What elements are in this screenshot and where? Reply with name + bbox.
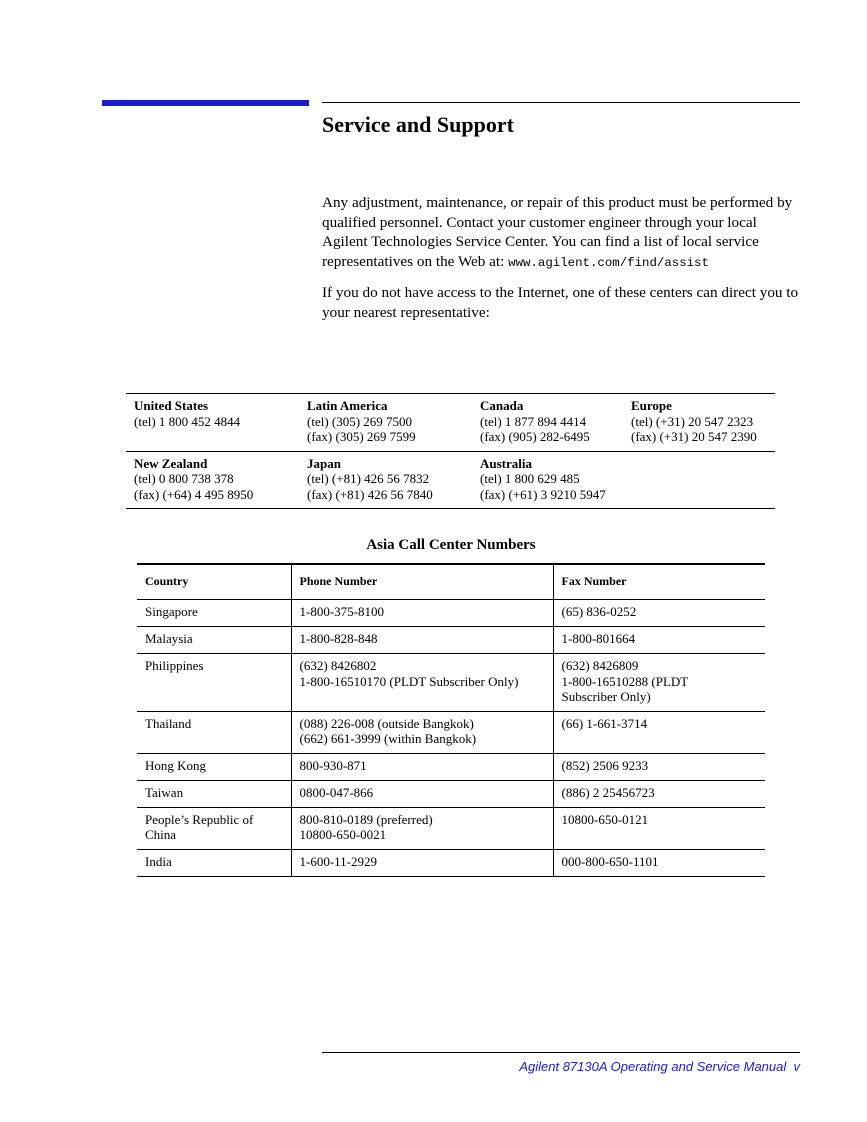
fax-cell: [553, 849, 765, 877]
accent-bar: [102, 100, 309, 106]
cell-line: (088) 226-008 (outside Bangkok): [299, 715, 474, 731]
region-name: Australia: [480, 455, 532, 471]
cell-line: Subscriber Only): [561, 689, 651, 704]
region-name: New Zealand: [134, 455, 208, 471]
cell-line: 1-600-11-2929: [299, 853, 378, 869]
region-contact-line: (fax) (+64) 4 495 8950: [134, 486, 254, 502]
region-contact-line: (fax) (+31) 20 547 2390: [631, 429, 757, 444]
cell-line: (66) 1-661-3714: [561, 715, 648, 731]
table-row: [137, 807, 765, 849]
cell-line: 800-930-871: [299, 757, 367, 773]
page-title: Service and Support: [322, 112, 514, 137]
cell-line: 0800-047-866: [299, 784, 374, 800]
cell-line: Taiwan: [145, 784, 184, 800]
phone-cell: [291, 654, 553, 712]
region-contact-line: (fax) (905) 282-6495: [480, 429, 590, 444]
column-header-country: Country: [137, 564, 291, 600]
phone-cell: [291, 807, 553, 849]
cell-line: (886) 2 25456723: [561, 784, 655, 800]
footer-rule: [322, 1052, 800, 1053]
country-cell: [137, 627, 291, 654]
footer-manual-title: Agilent 87130A Operating and Service Manual: [519, 1059, 787, 1074]
table-row: [137, 780, 765, 807]
region-contact-line: (tel) 1 800 452 4844: [134, 413, 241, 429]
cell-line: 1-800-375-8100: [299, 604, 384, 619]
country-cell: [137, 780, 291, 807]
region-cell: [623, 451, 775, 509]
phone-cell: [291, 711, 553, 753]
region-contact-line: (tel) (305) 269 7500: [307, 413, 413, 429]
phone-cell: [291, 627, 553, 654]
column-header-fax: Fax Number: [553, 564, 765, 600]
region-cell: [472, 394, 623, 452]
table-row: [137, 654, 765, 712]
cell-line: 10800-650-0021: [299, 827, 387, 842]
cell-line: (632) 8426809: [561, 658, 639, 673]
phone-cell: [291, 600, 553, 627]
cell-line: Thailand: [145, 715, 192, 731]
phone-cell: [291, 753, 553, 780]
region-name: United States: [134, 398, 209, 413]
phone-cell: [291, 780, 553, 807]
asia-table-title: Asia Call Center Numbers: [366, 537, 536, 553]
region-contact-line: (fax) (+81) 426 56 7840: [307, 486, 433, 502]
intro-paragraph: [322, 193, 800, 273]
table-row: [137, 627, 765, 654]
internet-paragraph: If you do not have access to the Internet, one of these centers can direct you to your nearest representative:: [322, 284, 799, 321]
table-row: [137, 600, 765, 627]
region-contact-line: (tel) 0 800 738 378: [134, 471, 234, 486]
country-cell: [137, 849, 291, 877]
region-contact-line: (fax) (+61) 3 9210 5947: [480, 486, 606, 502]
region-contact-line: (tel) (+81) 426 56 7832: [307, 471, 430, 486]
cell-line: (662) 661-3999 (within Bangkok): [299, 731, 477, 746]
country-cell: [137, 753, 291, 780]
column-header-phone: Phone Number: [291, 564, 553, 600]
country-cell: [137, 600, 291, 627]
cell-line: (65) 836-0252: [561, 604, 637, 619]
cell-line: (632) 8426802: [299, 658, 377, 673]
cell-line: India: [145, 853, 172, 869]
cell-line: Philippines: [145, 658, 204, 673]
country-cell: [137, 807, 291, 849]
region-contact-line: (tel) 1 877 894 4414: [480, 413, 587, 429]
fax-cell: [553, 711, 765, 753]
cell-line: China: [145, 827, 177, 842]
region-name: Canada: [480, 398, 524, 413]
cell-line: 1-800-16510170 (PLDT Subscriber Only): [299, 673, 519, 689]
region-cell: [623, 394, 775, 452]
cell-line: 1-800-16510288 (PLDT: [561, 673, 689, 689]
intro-text: Any adjustment, maintenance, or repair of this product must be performed by qualified personnel. Contact your customer engineer through your local Agilent Technologies Service Center. You can find a list of local service representatives on the Web at:: [322, 194, 793, 270]
cell-line: Malaysia: [145, 631, 193, 646]
fax-cell: [553, 753, 765, 780]
country-cell: [137, 654, 291, 712]
header-rule: [322, 102, 800, 103]
fax-cell: [553, 654, 765, 712]
cell-line: 1-800-801664: [561, 631, 636, 646]
table-row: [137, 849, 765, 877]
region-row: [126, 451, 775, 509]
region-cell: [299, 451, 472, 509]
region-cell: [472, 451, 623, 509]
fax-cell: [553, 780, 765, 807]
region-cell: [126, 451, 299, 509]
country-cell: [137, 711, 291, 753]
region-contact-line: (tel) (+31) 20 547 2323: [631, 413, 754, 429]
region-contact-line: (tel) 1 800 629 485: [480, 471, 580, 486]
fax-cell: [553, 627, 765, 654]
region-row: [126, 394, 775, 452]
region-name: Japan: [307, 455, 341, 471]
table-row: [137, 753, 765, 780]
region-cell: [299, 394, 472, 452]
table-row: [137, 711, 765, 753]
asia-call-center-table: [137, 563, 765, 877]
cell-line: Hong Kong: [145, 757, 207, 773]
region-cell: [126, 394, 299, 452]
fax-cell: [553, 600, 765, 627]
regional-contacts-table: [126, 393, 775, 509]
cell-line: 10800-650-0121: [561, 811, 649, 827]
page-footer: [519, 1059, 800, 1074]
region-contact-line: (fax) (305) 269 7599: [307, 429, 416, 444]
cell-line: 1-800-828-848: [299, 631, 378, 646]
cell-line: 000-800-650-1101: [561, 853, 659, 869]
support-url: www.agilent.com/find/assist: [508, 255, 709, 270]
phone-cell: [291, 849, 553, 877]
cell-line: (852) 2506 9233: [561, 757, 649, 773]
page-number: v: [793, 1059, 800, 1074]
cell-line: People’s Republic of: [145, 811, 254, 827]
cell-line: 800-810-0189 (preferred): [299, 811, 433, 827]
table-header-row: [137, 564, 765, 600]
fax-cell: [553, 807, 765, 849]
cell-line: Singapore: [145, 604, 198, 619]
region-name: Europe: [631, 398, 672, 413]
region-name: Latin America: [307, 398, 388, 413]
